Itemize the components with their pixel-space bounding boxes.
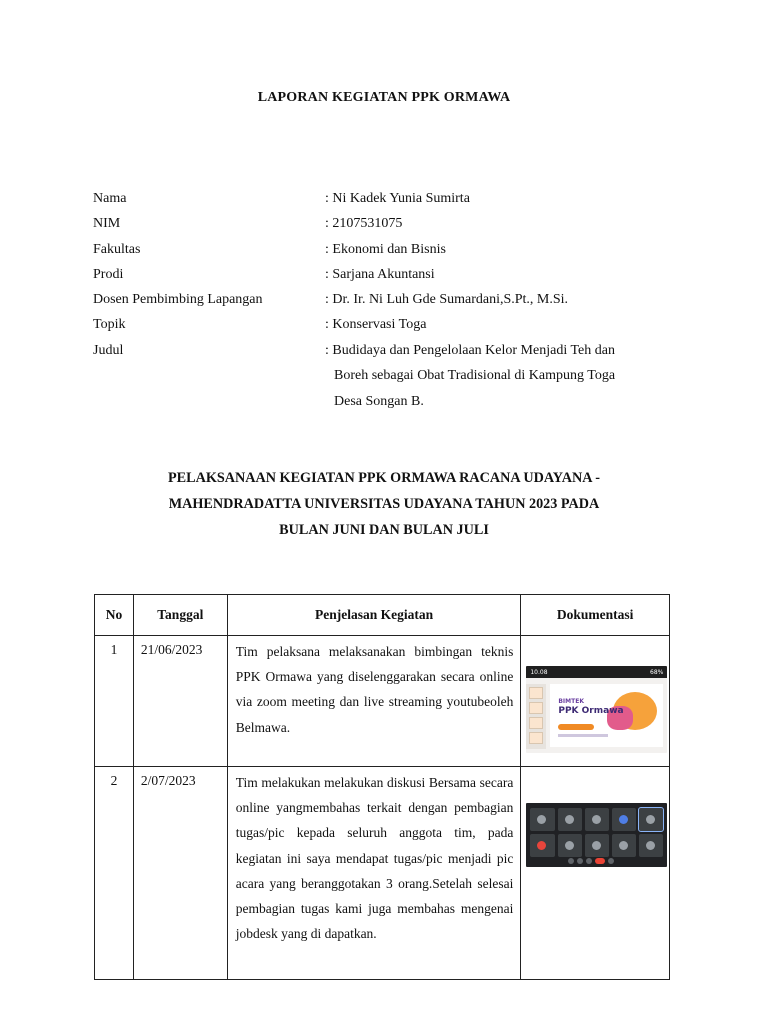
activity-table — [94, 594, 670, 980]
info-value: : Dr. Ir. Ni Luh Gde Sumardani,S.Pt., M.Si. — [325, 292, 569, 308]
info-label: Judul — [93, 342, 124, 358]
header-tanggal: Tanggal — [133, 595, 227, 636]
presentation-slide — [550, 684, 663, 747]
info-label: Prodi — [93, 266, 124, 282]
info-row-judul — [93, 342, 693, 415]
info-row-nama — [93, 190, 693, 215]
cell-dokumentasi — [521, 767, 670, 980]
participant-grid — [530, 808, 663, 857]
info-value: : Ni Kadek Yunia Sumirta — [325, 191, 470, 206]
section-heading — [0, 465, 768, 543]
heading-line: BULAN JUNI DAN BULAN JULI — [279, 522, 489, 538]
header-no: No — [95, 595, 134, 636]
info-row-dosen — [93, 291, 693, 316]
report-title: LAPORAN KEGIATAN PPK ORMAWA — [257, 90, 511, 105]
info-row-fakultas — [93, 241, 693, 266]
cell-tanggal: 21/06/2023 — [133, 636, 227, 767]
header-penjelasan: Penjelasan Kegiatan — [227, 595, 521, 636]
slide-thumbnails — [526, 684, 546, 749]
judul-value — [325, 338, 693, 415]
info-value: : Sarjana Akuntansi — [325, 266, 435, 282]
meeting-controls — [568, 858, 614, 864]
cell-no: 2 — [95, 767, 134, 980]
table-row — [95, 636, 670, 767]
table-header-row — [95, 595, 670, 636]
documentation-photo-meeting — [526, 803, 667, 867]
info-value: : Ekonomi dan Bisnis — [325, 241, 446, 257]
judul-line: : Budidaya dan Pengelolaan Kelor Menjadi Teh dan — [325, 342, 615, 358]
slide-title: PPK Ormawa — [558, 706, 624, 716]
judul-line: Boreh sebagai Obat Tradisional di Kampung Toga — [334, 368, 616, 384]
phone-status-bar — [526, 666, 667, 678]
judul-line: Desa Songan B. — [334, 393, 424, 409]
cell-penjelasan: Tim pelaksana melaksanakan bimbingan teknis PPK Ormawa yang diselenggarakan secara online via zoom meeting dan live streaming youtubeoleh Belmawa. — [227, 636, 521, 767]
status-time: 10.08 — [530, 668, 548, 676]
heading-line: PELAKSANAAN KEGIATAN PPK ORMAWA RACANA UDAYANA - — [168, 470, 600, 486]
heading-line: MAHENDRADATTA UNIVERSITAS UDAYANA TAHUN 2023 PADA — [168, 496, 600, 512]
info-label: Dosen Pembimbing Lapangan — [93, 292, 263, 308]
table-row — [95, 767, 670, 980]
info-label: Nama — [93, 191, 127, 206]
cell-no: 1 — [95, 636, 134, 767]
info-row-nim — [93, 215, 693, 240]
info-label: Fakultas — [93, 241, 141, 257]
info-value: : Konservasi Toga — [325, 317, 427, 333]
identity-block — [93, 190, 693, 414]
slide-subtitle: BIMTEK — [558, 698, 584, 705]
cell-dokumentasi — [521, 636, 670, 767]
info-label: Topik — [93, 317, 126, 333]
info-label: NIM — [93, 216, 121, 232]
documentation-photo-bimtek — [526, 666, 667, 753]
header-dokumentasi: Dokumentasi — [521, 595, 670, 636]
info-row-prodi — [93, 266, 693, 291]
cell-penjelasan: Tim melakukan melakukan diskusi Bersama secara online yangmembahas terkait dengan pembagian tugas/pic kepada seluruh anggota tim, pada kegiatan ini saya mendapat tugas/pic menjadi pic acara yang beranggotakan 3 orang.Setelah selesai pembagian tugas kami juga membahas mengenai jobdesk yang di dapatkan. — [227, 767, 521, 980]
info-value: : 2107531075 — [325, 216, 403, 232]
status-battery: 68% — [650, 668, 664, 676]
cell-tanggal: 2/07/2023 — [133, 767, 227, 980]
